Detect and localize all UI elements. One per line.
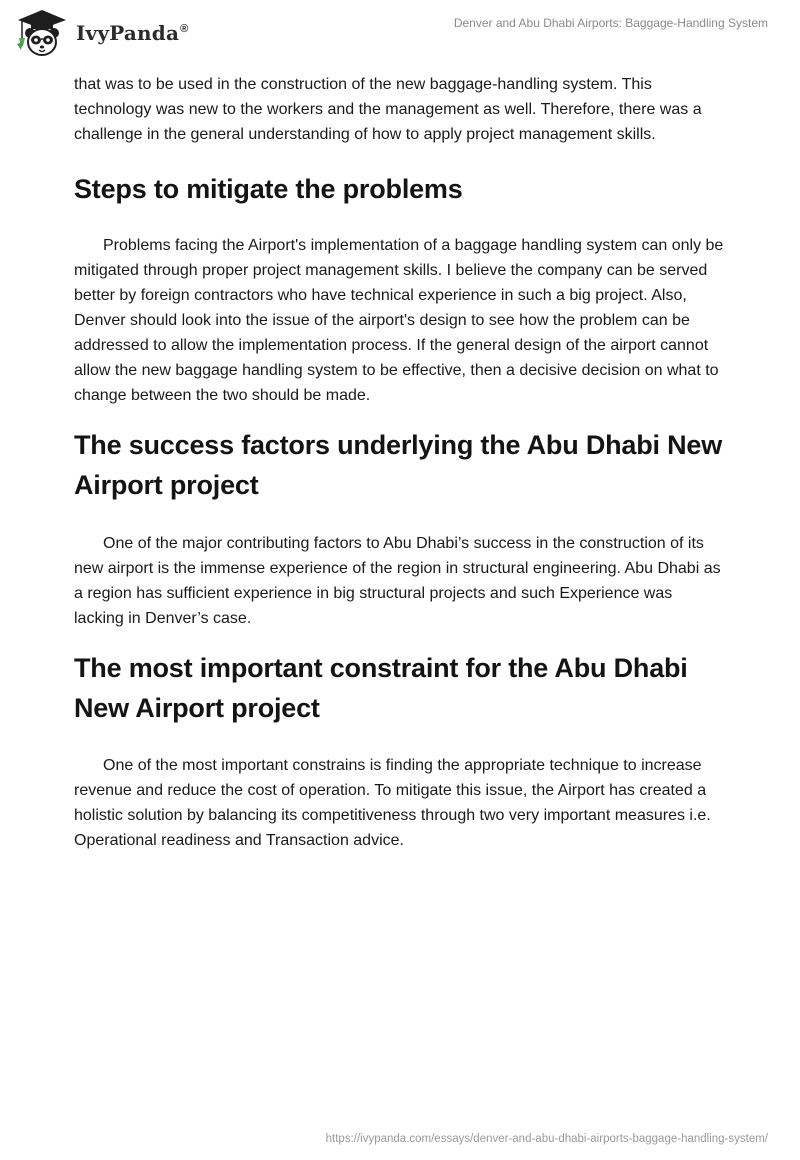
section-paragraph-success-factors: One of the major contributing factors to Abu Dhabi’s success in the construction of its new airport is the immense experience of the region in structural engineering. Abu Dhabi as a region has sufficient experience in big structural projects and such Experience was lacking in Denver’s case. bbox=[74, 535, 721, 627]
section-paragraph-important-constraint: One of the most important constrains is finding the appropriate technique to increase revenue and reduce the cost of operation. To mitigate this issue, the Airport has created a holistic solution by balancing its competitiveness through two very important measures i.e. Operational readiness and Transaction advice. bbox=[74, 757, 711, 849]
section-paragraph-steps-to-mitigate: Problems facing the Airport's implementation of a baggage handling system can only be mitigated through proper project management skills. I believe the company can be served better by foreign contractors who have technical experience in such a big project. Also, Denver should look into the issue of the airport's design to see how the problem can be addressed to allow the implementation process. If the general design of the airport cannot allow the new baggage handling system to be effective, then a decisive decision on what to change between the two should be made. bbox=[74, 237, 724, 404]
page-header bbox=[0, 0, 800, 70]
essay-body bbox=[74, 72, 726, 853]
panda-graduate-icon bbox=[14, 8, 70, 58]
section-heading-success-factors: The success factors underlying the Abu Dhabi New Airport project bbox=[74, 430, 723, 500]
section-heading-steps-to-mitigate: Steps to mitigate the problems bbox=[74, 174, 463, 204]
logo[interactable] bbox=[14, 8, 188, 58]
section-heading-important-constraint: The most important constraint for the Abu Dhabi New Airport project bbox=[74, 653, 688, 723]
source-url[interactable]: https://ivypanda.com/essays/denver-and-abu-dhabi-airports-baggage-handling-system/ bbox=[325, 1133, 768, 1145]
logo-wordmark: IvyPanda® bbox=[76, 21, 189, 45]
intro-paragraph: that was to be used in the construction of the new baggage-handling system. This technology was new to the workers and the management as well. Therefore, there was a challenge in the general understanding of how to apply project management skills. bbox=[74, 76, 702, 143]
document-title: Denver and Abu Dhabi Airports: Baggage-Handling System bbox=[453, 16, 768, 30]
